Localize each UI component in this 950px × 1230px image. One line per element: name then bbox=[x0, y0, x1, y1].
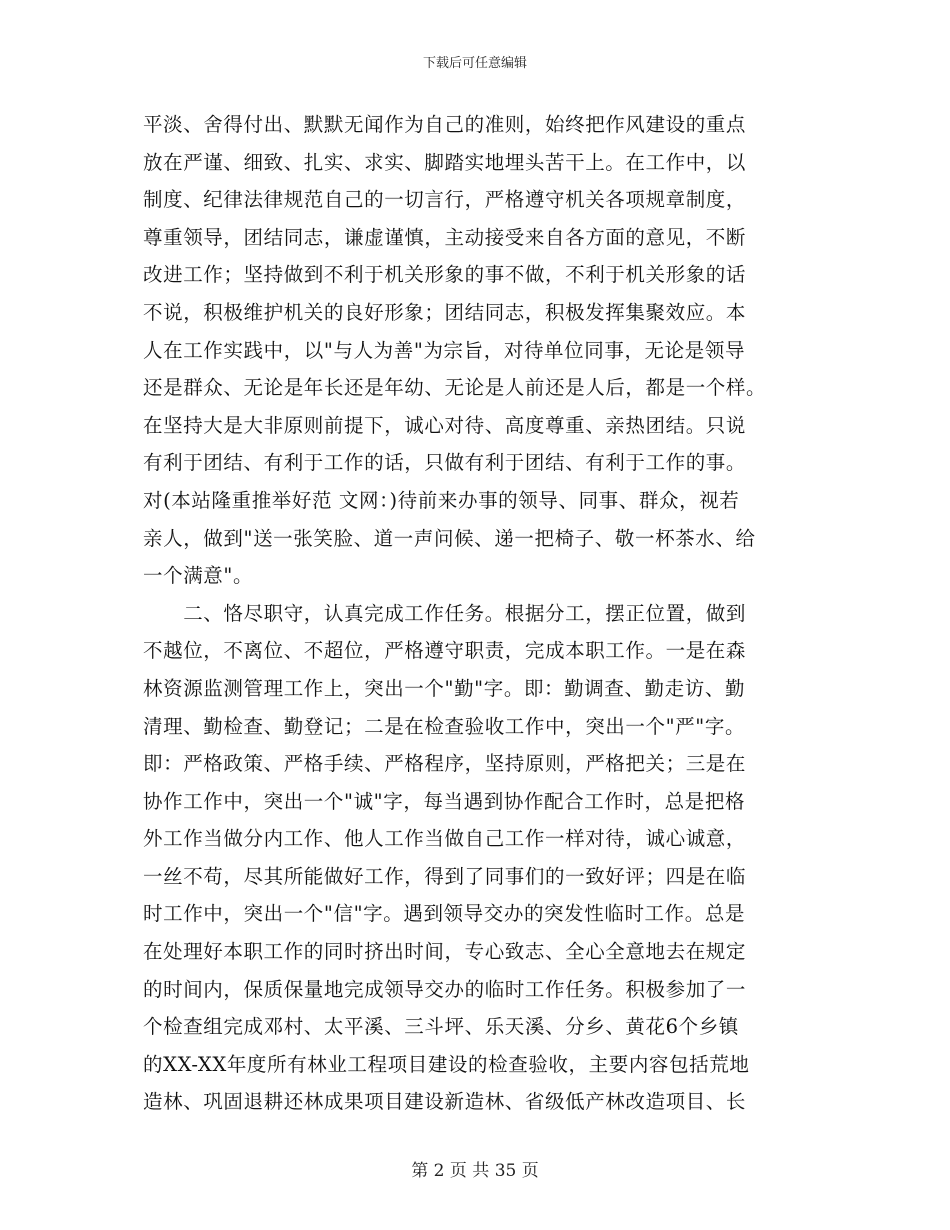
text-line: 林资源监测管理工作上，突出一个"勤"字。即：勤调查、勤走访、勤 bbox=[143, 676, 746, 700]
text-line: 的时间内，保质保量地完成领导交办的临时工作任务。积极参加了一 bbox=[143, 977, 747, 1001]
text-line: 一个满意"。 bbox=[143, 564, 254, 588]
text-line: 二、恪尽职守，认真完成工作任务。根据分工，摆正位置，做到 bbox=[143, 601, 747, 625]
text-line: 亲人，做到"送一张笑脸、道一声问候、递一把椅子、敬一杯茶水、给 bbox=[143, 526, 756, 550]
text-line: 的XX-XX年度所有林业工程项目建设的检查验收，主要内容包括荒地 bbox=[143, 1052, 750, 1076]
text-line: 清理、勤检查、勤登记；二是在检查验收工作中，突出一个"严"字。 bbox=[143, 714, 746, 738]
text-line: 不说，积极维护机关的良好形象；团结同志，积极发挥集聚效应。本 bbox=[143, 300, 747, 324]
text-line: 一丝不苟，尽其所能做好工作，得到了同事们的一致好评；四是在临 bbox=[143, 864, 747, 888]
text-line: 改进工作；坚持做到不利于机关形象的事不做，不利于机关形象的话 bbox=[143, 263, 747, 287]
text-line: 时工作中，突出一个"信"字。遇到领导交办的突发性临时工作。总是 bbox=[143, 902, 746, 926]
text-line: 有利于团结、有利于工作的话，只做有利于团结、有利于工作的事。 bbox=[143, 451, 747, 475]
text-line: 协作工作中，突出一个"诚"字，每当遇到协作配合工作时，总是把格 bbox=[143, 789, 746, 813]
text-line: 平淡、舍得付出、默默无闻作为自己的准则，始终把作风建设的重点 bbox=[143, 113, 747, 136]
text-line: 即：严格政策、严格手续、严格程序，坚持原则，严格把关；三是在 bbox=[143, 752, 747, 776]
text-line: 个检查组完成邓村、太平溪、三斗坪、乐天溪、分乡、黄花6个乡镇 bbox=[143, 1015, 739, 1039]
text-line: 不越位，不离位、不超位，严格遵守职责，完成本职工作。一是在森 bbox=[143, 639, 747, 663]
text-line: 放在严谨、细致、扎实、求实、脚踏实地埋头苦干上。在工作中，以 bbox=[143, 150, 747, 174]
text-line: 在处理好本职工作的同时挤出时间，专心致志、全心全意地去在规定 bbox=[143, 940, 747, 964]
text-line: 外工作当做分内工作、他人工作当做自己工作一样对待，诚心诚意， bbox=[143, 827, 747, 851]
document-body bbox=[143, 106, 807, 1121]
page-number-footer: 第 2 页 共 35 页 bbox=[411, 1161, 539, 1181]
text-line: 在坚持大是大非原则前提下，诚心对待、高度尊重、亲热团结。只说 bbox=[143, 413, 747, 437]
text-line: 人在工作实践中，以"与人为善"为宗旨，对待单位同事，无论是领导 bbox=[143, 338, 746, 362]
text-line: 制度、纪律法律规范自己的一切言行，严格遵守机关各项规章制度， bbox=[143, 188, 747, 212]
text-line: 尊重领导，团结同志，谦虚谨慎，主动接受来自各方面的意见，不断 bbox=[143, 225, 747, 249]
text-line: 对(本站隆重推举好范 文网：)待前来办事的领导、同事、群众，视若 bbox=[143, 488, 740, 512]
text-line: 造林、巩固退耕还林成果项目建设新造林、省级低产林改造项目、长 bbox=[143, 1090, 747, 1114]
page-header-note: 下载后可任意编辑 bbox=[422, 56, 527, 71]
text-line: 还是群众、无论是年长还是年幼、无论是人前还是人后，都是一个样。 bbox=[143, 376, 767, 400]
